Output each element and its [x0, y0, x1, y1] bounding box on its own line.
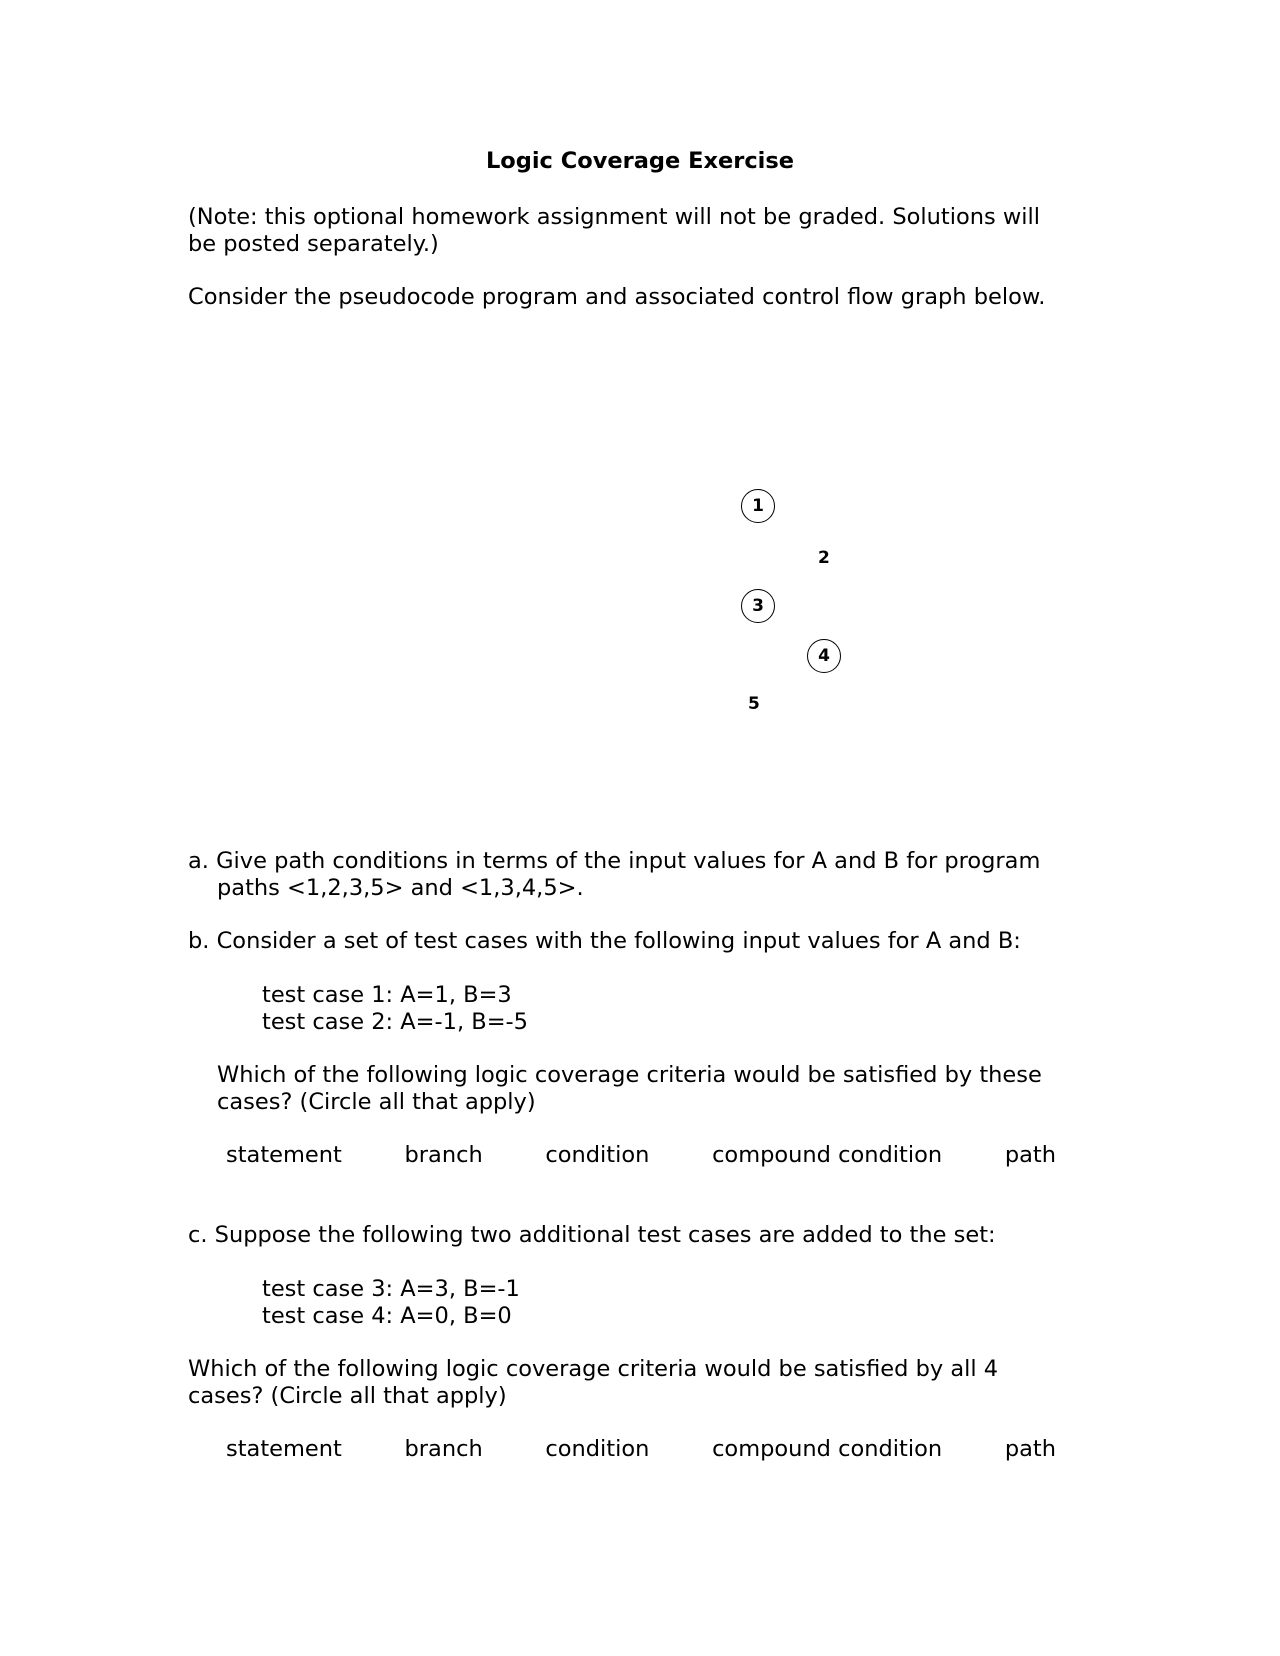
choice-condition[interactable]: condition [545, 1142, 650, 1168]
note-line-1: (Note: this optional homework assignment will not be graded. Solutions will [188, 204, 1041, 230]
graph-node-3: 3 [741, 589, 775, 623]
note-line-2: be posted separately.) [188, 231, 439, 257]
question-a-line-2: paths <1,2,3,5> and <1,3,4,5>. [217, 875, 584, 901]
choice-condition[interactable]: condition [545, 1436, 650, 1462]
question-a-line-1: a. Give path conditions in terms of the input values for A and B for program [188, 848, 1041, 874]
choice-branch[interactable]: branch [404, 1142, 483, 1168]
note-paragraph [188, 204, 1040, 258]
page-title: Logic Coverage Exercise [485, 148, 795, 174]
question-b-prompt-line-1: Which of the following logic coverage criteria would be satisfied by these [217, 1062, 1042, 1088]
question-b-line-1: b. Consider a set of test cases with the following input values for A and B: [188, 928, 1021, 954]
choice-path[interactable]: path [1004, 1436, 1056, 1462]
intro-paragraph: Consider the pseudocode program and associated control flow graph below. [188, 284, 1046, 310]
test-case-2: test case 2: A=-1, B=-5 [262, 1009, 528, 1035]
question-c-prompt-line-2: cases? (Circle all that apply) [188, 1383, 507, 1409]
question-b-prompt-line-2: cases? (Circle all that apply) [217, 1089, 536, 1115]
choice-path[interactable]: path [1004, 1142, 1056, 1168]
test-case-4: test case 4: A=0, B=0 [262, 1303, 512, 1329]
question-c-line-1: c. Suppose the following two additional test cases are added to the set: [188, 1222, 996, 1248]
test-case-1: test case 1: A=1, B=3 [262, 982, 512, 1008]
question-c-prompt-line-1: Which of the following logic coverage criteria would be satisfied by all 4 [188, 1356, 999, 1382]
graph-node-2: 2 [818, 548, 830, 568]
graph-node-5: 5 [748, 694, 760, 714]
choice-branch[interactable]: branch [404, 1436, 483, 1462]
test-case-3: test case 3: A=3, B=-1 [262, 1276, 520, 1302]
choice-statement[interactable]: statement [226, 1436, 342, 1462]
question-c-choices [226, 1436, 1056, 1463]
choice-statement[interactable]: statement [226, 1142, 342, 1168]
question-b-choices [226, 1142, 1056, 1169]
choice-compound-condition[interactable]: compound condition [712, 1436, 943, 1462]
choice-compound-condition[interactable]: compound condition [712, 1142, 943, 1168]
graph-node-1: 1 [741, 489, 775, 523]
graph-node-4: 4 [807, 639, 841, 673]
